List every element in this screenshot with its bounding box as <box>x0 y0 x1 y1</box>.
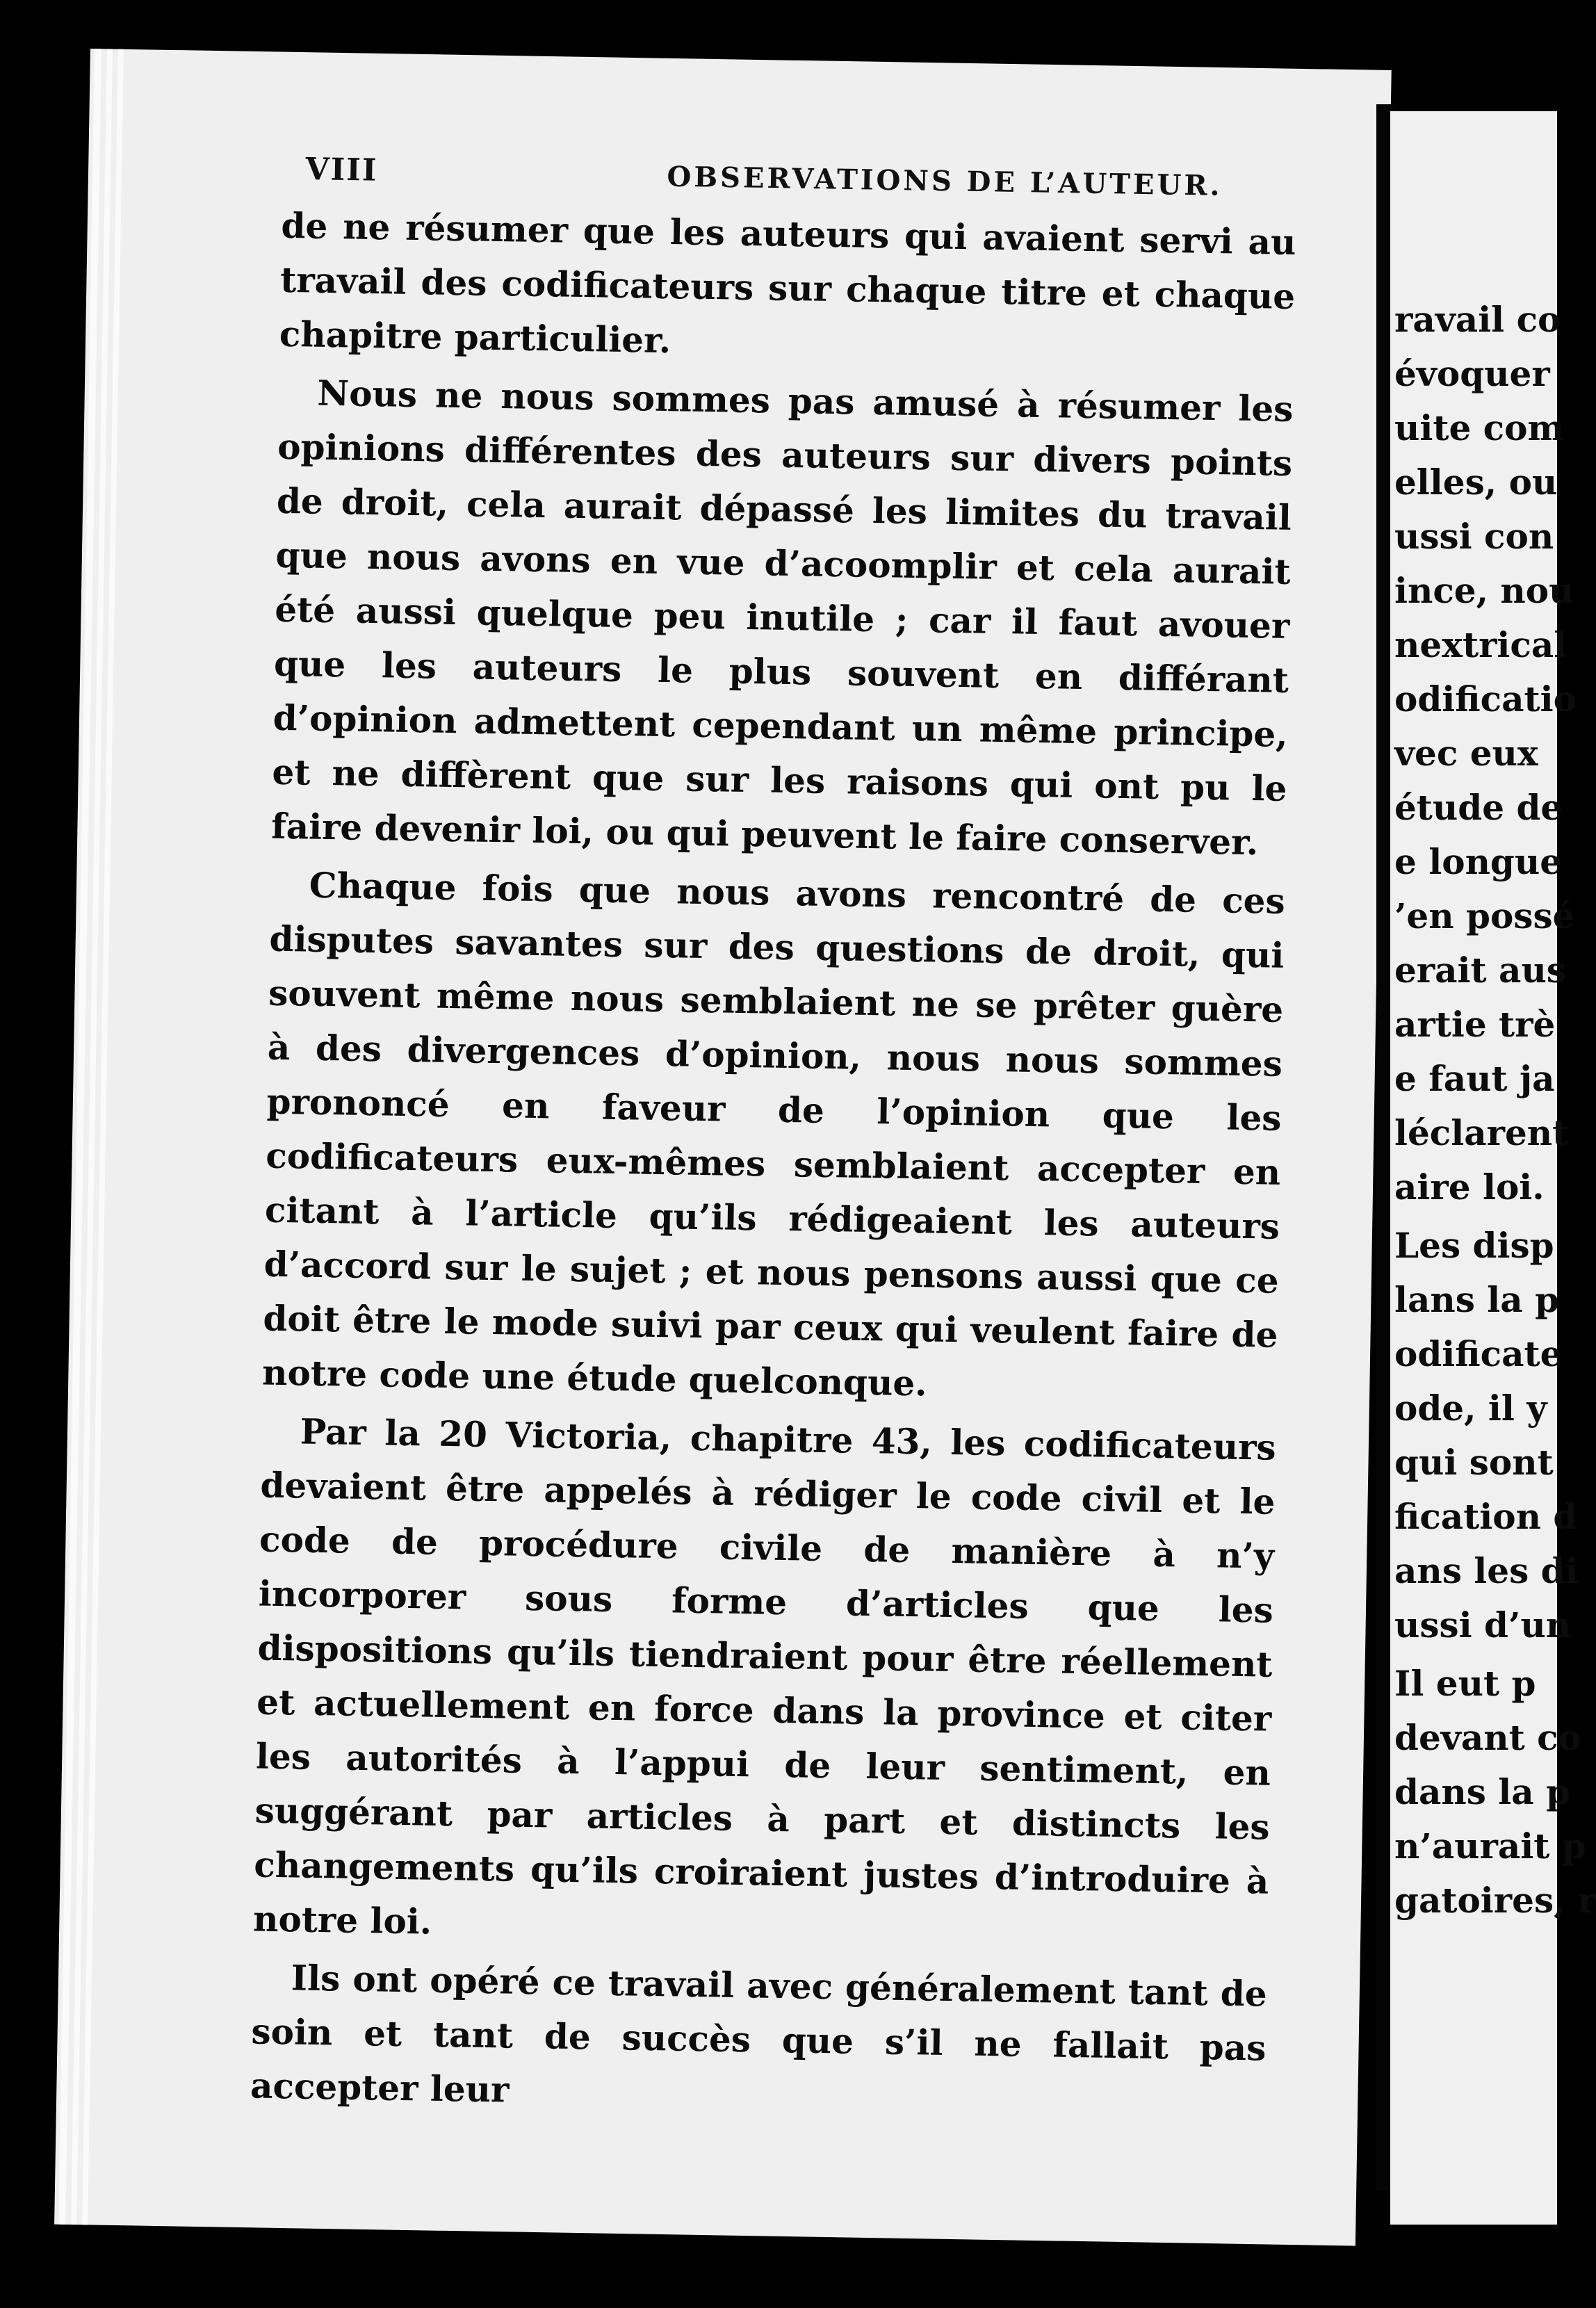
facing-page-line: gatoires, r <box>1394 1880 1596 1921</box>
facing-page-line: Les disp <box>1394 1225 1554 1266</box>
body-text <box>250 199 1296 2134</box>
facing-page-line: ussi d’un <box>1394 1604 1572 1645</box>
facing-page-line: elles, ou <box>1394 462 1558 503</box>
facing-page-line: e faut ja <box>1394 1058 1555 1099</box>
facing-page-line: évoquer <box>1394 353 1550 394</box>
facing-page-line: devant co <box>1394 1717 1581 1758</box>
facing-page-line: ince, nou <box>1394 570 1574 611</box>
facing-page-line: uite com <box>1394 407 1565 448</box>
facing-page-line: lans la p <box>1394 1279 1560 1320</box>
facing-page-line: fication d <box>1394 1496 1578 1537</box>
paragraph: de ne résumer que les auteurs qui avaient servi au travail des codificateurs sur chaque titre et chaque chapitre particulier. <box>279 204 1296 361</box>
facing-page-line: ussi con <box>1394 516 1554 557</box>
paragraph: Nous ne nous sommes pas amusé à résumer les opinions différentes des auteurs sur divers points de droit, cela aurait dépassé les limites du travail que nous avons en vue d’acoomplir et cela aurait été aussi quelque peu inutile ; car il faut avouer que les auteurs le plus souvent en différant d’opinion admettent cependant un même principe, et ne diffèrent que sur les raisons qui ont pu le faire devenir loi, ou qui peuvent le faire conserver. <box>270 372 1294 863</box>
facing-page-line: ’en possé <box>1394 895 1575 936</box>
facing-page-line: vec eux <box>1394 733 1538 774</box>
facing-page-line: Il eut p <box>1394 1663 1536 1704</box>
facing-page-line: odificatio <box>1394 678 1577 720</box>
facing-page-line: ans les di <box>1394 1550 1579 1591</box>
facing-page-line: artie trè <box>1394 1004 1556 1045</box>
facing-page-line: nextrical <box>1394 624 1568 665</box>
facing-page-line: dans la p <box>1394 1771 1571 1812</box>
paragraph: Chaque fois que nous avons rencontré de ces disputes savantes sur des questions de droit, qui souvent même nous semblaient ne se prêter guère à des divergences d’opinion, nous nous sommes prononcé en faveur de l’opinion que les codificateurs eux-mêmes semblaient accepter en citant à l’article qu’ils rédigeaient les auteurs d’accord sur le sujet ; et nous pensons aussi que ce doit être le mode suivi par ceux qui veulent faire de notre code une étude quelconque. <box>261 864 1286 1404</box>
facing-page-line: étude de <box>1394 787 1563 828</box>
facing-page-line: léclarent <box>1394 1112 1569 1153</box>
facing-page-line: aire loi. <box>1394 1167 1545 1208</box>
facing-page-line: qui sont <box>1394 1442 1554 1483</box>
paragraph: Par la 20 Victoria, chapitre 43, les codificateurs devaient être appelés à rédiger le code civil et le code de procédure civile de manière à n’y incorporer sous forme d’articles que les dispositions qu’ils tiendraient pour être réellement et actuellement en force dans la province et citer les autorités à l’appui de leur sentiment, en suggérant par articles à part et distincts les changements qu’ils croiraient justes d’introduire à notre loi. <box>252 1411 1277 1942</box>
running-title: OBSERVATIONS DE L’AUTEUR. <box>667 160 1223 202</box>
paragraph: Ils ont opéré ce travail avec généralement tant de soin et tant de succès que s’il ne fallait pas accepter leur <box>250 1957 1268 2111</box>
page-number: VIII <box>305 152 378 188</box>
facing-page <box>1390 111 1596 2225</box>
facing-page-line: odificate <box>1394 1333 1563 1374</box>
facing-page-line: ode, il y <box>1394 1388 1547 1429</box>
facing-page-line: erait aus <box>1394 950 1566 991</box>
facing-page-line: n’aurait p <box>1394 1826 1586 1867</box>
facing-page-line: ravail co <box>1394 299 1561 340</box>
facing-page-line: e longue <box>1394 841 1563 882</box>
